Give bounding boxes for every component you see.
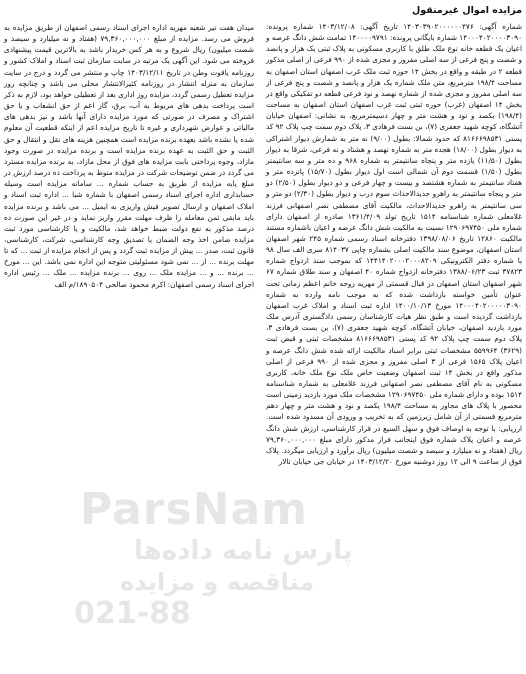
ad-body-left: [4, 22, 254, 290]
ad-left-column: [4, 22, 255, 289]
ad-body-left-text: میدان هفت تیر شعبه مهریه اداره اجرای اسناد رسمی اصفهان از طریق مزایده به فروش می رسد. مزایده از مبلغ ۷۹,۳۶۰,۰۰۰,۰۰۰ (هفتاد و نه میلیارد و سیصد و شصت میلیون) ریال شروع و به هر کس خریدار باشد به بالاترین قیمت پیشنهادی فروخته می شود. این آگهی یک مرتبه در سایت سازمان ثبت اسناد و املاک کشور و روزنامه یاقوت وطن در تاریخ ۱۴۰۳/۱۲/۱۱ چاپ و منتشر می گردد و درج در سایت سازمان به منزله انتشار در روزنامه کثیرالانتشار محلی می باشد و چنانچه روز مزایده تعطیل رسمی گردد، مزایده روز اداری بعد از تعطیلی خواهد بود، لازم به ذکر است پرداخت بدهی های مربوط به آب، برق، گاز اعم از حق انشعاب و یا حق اشتراک و مصرف در صورتی که مورد مزایده دارای آنها باشد و نیز بدهی های مالیاتی و عوارض شهرداری و غیره تا تاریخ مزایده اعم از اینکه قطعیت آن معلوم شده یا نشده باشد بعهده برنده مزایده است همچنین هزینه های نقل و انتقال و حق الثبت و حق الثبت به عهده برنده مزایده است و برنده مزایده در صورت وجود مازاد، وجوه پرداختی بابت مزایده های فوق از محل مازاد، به برنده مزایده مسترد می گردد در ضمن توضیحات شرکت در مزایده منوط به پرداخت ده درصد ارزش در مبلغ پایه مزایده از طریق به حساب شماره ... سامانه مزایده است وسیله حسابداری اداره اجرای اسناد رسمی اصفهان با شماره شبا ... اداره ثبت اسناد و املاک اصفهان و ارسال تصویر فیش واریزی به ایمیل ... می باشد و برنده مزایده باید مابقی ثمن معامله را ظرف مهلت مقرر واریز نماید و در غیر این صورت ده درصد مذکور به نفع دولت ضبط خواهد شد، مالکیت و یا کارشناسی مورد ثبت مزایده ضامن اخذ وجه الضمان یا تصدیق وجه کارشناسی، شرکت، کارشناسی، قانون ثبت، صدر ... پیش از مزایده ثبت گردد و پس از انجام مزایده از ثبت ... که تا مهلت برنده ... از ... نمی شود مسئولیتی متوجه این اداره نمی باشد. این ... مورخ ... برنده ... و ... مزایده ملک ... روی ... برنده مزایده ... ملک ... رئیس اداره اجرای اسناد رسمی اصفهان: اکرم محمود صالحی ۱۸۹۰۵۰۴/م الف: [4, 23, 255, 289]
watermark-line-1: پارس ‌نامه داده‌ها: [134, 536, 353, 566]
ad-title: مزایده اموال غیرمنقول: [412, 5, 522, 16]
watermark-phone: 021-88: [74, 596, 191, 631]
watermark-logo-text: ParsNam: [80, 484, 309, 535]
ad-body-right: [266, 21, 522, 467]
ad-body-right-text: شماره آگهی: ۱۴۰۳۰۳۹۰۲۰۰۰۰۰۰۴۷۶ تاریخ آگهی: ۱۴۰۳/۱۲/۰۸ شماره پرونده: ۱۴۰۰۰۴۰۲۰۰۰۰۳۰۹۰ شماره بایگانی پرونده: ۱۴۰۰۰۰۹۷۹۱ تمامت شش دانگ عرصه و اعیان یک قطعه خانه نوع ملک طلق با کاربری مسکونی به پلاک ثبتی یک هزار و پانصد و شصت و پنج فرعی از سه اصلی مفروز و مجزی شده از ۹۹۰ فرعی از اصلی مذکور قطعه ۲ در طبقه و واقع در بخش ۱۴ حوزه ثبت ملک غرب اصفهان استان اصفهان به مساحت ۱۹۸/۴ مترمربع، متن ملک شماره یک هزار و پانصد و شصت و پنج فرعی از سه اصلی مفروز و مجزی شده از شماره نهصد و نود فرعی قطعه دو تفکیکی واقع در بخش ۱۴ اصفهان (غرب) حوزه ثبتی ثبت غرب اصفهان استان اصفهان به مساحت (۱۹۸/۴) یکصد و نود و هشت متر و چهار دسیمترمربع، به نشانی: اصفهان خیابان آتشگاه، کوچه شهید جعفری (۷)، بن بست فرهادی ۳، پلاک دوم سمت چپ پلاک ۹۲ کد پستی ۸۱۶۶۶۹۸۵۳۱ که حدود شمالا: بطول (۹/۰۰) نه متر به شمارش دیوار اشتراکی به دیوار بطول (۱۸/۰۰) هجده متر به شماره نهصد و هشتاد و نه فرعی، شرقا به دیوار بطول (۱۱/۵۰) یازده متر و پنجاه سانتیمتر به شماره ۹۶۸ و ده متر و سه سانتیمتر بطول (۱/۵۰) قسمت دوم آن شمالی است اول دیوار بطول (۱۵/۷۰) پانزده متر و هفتاد سانتیمتر به شماره هشتصد و بیست و چهار فرعی و دو دیوار بطول (۲/۵۰) دو متر و پنجاه سانتیمتر به راهرو جدیدالاحداث سوم درب و دیوار بطول (۲/۳۰) دو متر و سی سانتیمتر به راهرو جدیدالاحداث، مالکیت آقای مصطفی نصر اصفهانی فرزند غلامعلی شماره شناسنامه ۱۵۱۴ تاریخ تولد ۱۳۶۱/۴/۰۹ صادره از اصفهان دارای شماره ملی ۱۲۹۰۶۹۷۴۵۰ نسبت به مالکیت شش دانگ عرصه و اعیان باشماره مستند مالکیت ۱۲۸۶۰ تاریخ ۱۳۹۸/۰۸/۰۶ دفترخانه اسناد رسمی شماره ۲۴۵ شهر اصفهان استان اصفهان، موضوع سند مالکیت اصلی بشماره چاپی ۸۱۴۰۳۷ سری الف سال ۹۸ با شماره دفتر الکترونیکی ۱۴۴۱۴۰۲۰۰۰۲۰۰۰۸۲۰۹ که بموجب سند ازدواج شماره ۳۷۸۲۳ ثبت ۱۳۸۸/۰۶/۲۳ دفترخانه ازدواج شماره ۴۰ اصفهان و سند طلاق شماره ۶۷ شهر اصفهان استان اصفهان در قبال قسمتی از مهریه زوجه خانم اعظم زمانی تحت عنوان تأمین خواسته بازداشت شده که به موجب نامه وارده به شماره ۱۴۰۰۰۴۰۲۰۰۰۰۰۳۰۹۰ مورخ ۱۴۰۰/۱۰/۱۳ اداره ثبت اسناد و املاک غرب اصفهان بازداشت گردیده است و طبق نظر هیات کارشناسان رسمی دادگستری آدرس ملک مورد بازدید اصفهان، خیابان آتشگاه، کوچه شهید جعفری (۷)، بن بست فرهادی ۳، پلاک دوم سمت چپ پلاک ۹۲ کد پستی ۸۱۶۶۶۹۸۵۳۱ مشخصات ثبتی و قبض ثبت (۳۶۲۹) ۵۵۹۹۶۴ مشخصات ثبتی برابر اسناد مالکیت ارائه شده شش دانگ عرصه و اعیان پلاک ۱۵۶۵ فرعی از ۳ اصلی مفروز و مجزی شده از ۹۹۰ فرعی از اصلی مذکور واقع در بخش ۱۴ ثبت اصفهان وضعیت خاص ملک نوع ملک خانه، کاربری مسکونی به نام آقای مصطفی نصر اصفهانی فرزند غلامعلی به شماره شناسنامه ۱۵۱۴ بوده و دارای شماره ملی ۱۲۹۰۶۹۷۴۵۰ مشخصات ملک مورد بازدید زمینی است محصور با پلاک های مجاور به مساحت ۱۹۸/۴ یکصد و نود و هشت متر و چهار دهم مترمربع قسمتی از آن شامل زیرزمین که به تخریب و ورودی آن مسدود شده است. ارزیابی: با توجه به اوصاف فوق و سهل السیع در قرار کارشناسی، ارزش شش دانگ عرصه و اعیان پلاک شماره فوق اینجانب فراز مذکور دارای مبلغ ۷۹,۳۶۰,۰۰۰,۰۰۰ ریال (هفتاد و نه میلیارد و سیصد و شصت میلیون) ریال برآورد و ارزیابی میگردد. پلاک فوق از ساعت ۹ الی ۱۲ روز دوشنبه مورخ ۱۴۰۳/۱۲/۲۰ در خیابان جی خیابان تالار: [266, 22, 523, 467]
newspaper-clipping: [4, 4, 522, 670]
ad-right-column: [266, 4, 522, 670]
watermark-line-2: مناقصه و مزایده: [120, 568, 315, 596]
